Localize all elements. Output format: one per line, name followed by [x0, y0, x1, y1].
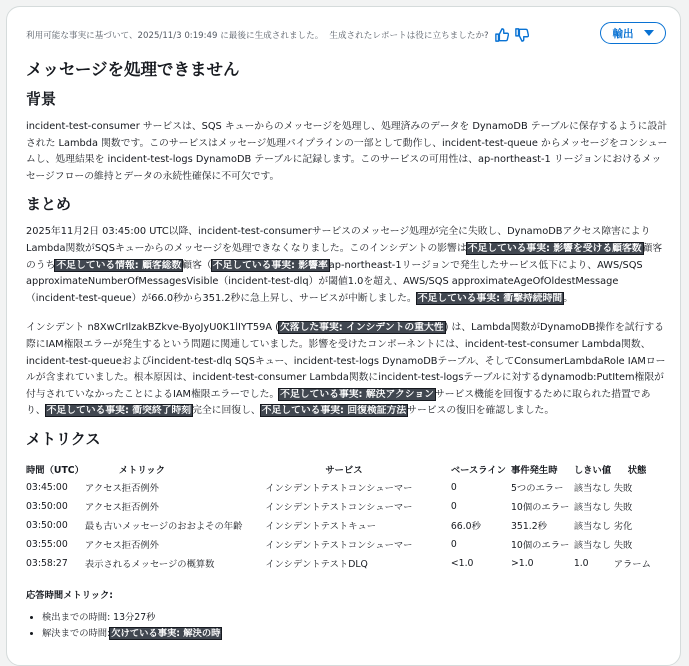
- table-cell: 10個のエラー: [511, 502, 570, 514]
- thumbs-up-icon[interactable]: [495, 28, 509, 42]
- table-cell: 該当なし: [573, 483, 612, 495]
- summary-text: サービスの復旧を確認しました。: [407, 405, 555, 417]
- table-cell: 0: [450, 481, 457, 493]
- export-label: 輸出: [612, 27, 634, 40]
- table-cell: 失敗: [613, 502, 633, 514]
- summary-text: 顧客のうち: [26, 242, 663, 271]
- summary-paragraph-1: [26, 224, 668, 307]
- table-row: [26, 478, 668, 497]
- table-cell: アクセス拒否例外: [84, 502, 159, 514]
- table-row: [26, 516, 668, 535]
- table-cell: 10個のエラー: [511, 540, 570, 552]
- missing-fact-tag: 不足している事実: 回復検証方法: [261, 405, 407, 417]
- summary-text: ) は、Lambda関数がDynamoDB操作を試行する際にIAM権限エラーが発生するという問題に関連していました。影響を受けたコンポーネントには、incident-test-consumer Lambda関数、incident-test-queueおよびincident-test-dlq SQSキュー、incident-test-logs DynamoDBテーブル、そしてConsumerLambdaRole IAMロールが含まれていました。根本原因は、incident-test-consumer Lambda関数にincident-test-logsテーブルに対するdynamodb:PutItem権限が付与されていなかったことによるIAM権限エラーでした。: [26, 322, 666, 400]
- column-header: ベースライン: [450, 464, 506, 476]
- table-cell: インシデントテストコンシューマー: [265, 483, 413, 495]
- table-cell: 表示されるメッセージの概算数: [84, 559, 215, 571]
- list-item: [42, 626, 668, 642]
- missing-fact-tag: 欠けている事実: 解決の時: [111, 627, 221, 639]
- table-row: [26, 535, 668, 554]
- background-heading: 背景: [26, 90, 57, 108]
- table-cell: 03:50:00: [26, 519, 68, 531]
- table-cell: 03:58:27: [26, 557, 68, 569]
- generation-info: [26, 25, 668, 45]
- table-cell: 1.0: [573, 557, 589, 569]
- summary-text: インシデント n8XwCrIlzakBZkve-ByoJyU0K1lIYT59A (: [26, 322, 279, 334]
- column-header: 時間（UTC）: [26, 464, 84, 476]
- column-header: しきい値: [573, 464, 612, 476]
- table-cell: 03:50:00: [26, 500, 68, 512]
- table-cell: 0: [450, 500, 457, 512]
- table-cell: 351.2秒: [511, 521, 547, 533]
- metrics-heading: メトリクス: [26, 429, 101, 448]
- report-title: メッセージを処理できません: [26, 60, 240, 79]
- report-panel: [6, 6, 681, 666]
- table-cell: インシデントテストキュー: [265, 521, 377, 533]
- table-cell: 該当なし: [573, 502, 612, 514]
- missing-fact-tag: 不足している事実: 衝撃持続時間: [417, 292, 563, 304]
- table-cell: <1.0: [450, 557, 474, 569]
- list-item: • 検出までの時間: 13分27秒: [42, 610, 668, 626]
- table-cell: アクセス拒否例外: [84, 483, 159, 495]
- column-header: メトリック: [118, 464, 165, 476]
- table-cell: 03:55:00: [26, 538, 68, 550]
- table-cell: 該当なし: [573, 540, 612, 552]
- missing-fact-tag: 不足している事実: 影響率: [212, 259, 328, 271]
- resolve-label: 解決までの時間:: [42, 627, 111, 639]
- table-cell: 最も古いメッセージのおおよその年齢: [84, 521, 243, 533]
- background-text: incident-test-consumer サービスは、SQS キューからのメッセージを処理し、処理済みのデータを DynamoDB テーブルに保存するように設計された Lambda 関数です。このサービスはメッセージ処理パイプラインの一部として動作し、incident-test-queue からメッセージをコンシュームし、処理結果を incident-test-logs DynamoDB テーブルに記録します。このサービスの可用性は、ap-northeast-1 リージョンにおけるメッセージフローの維持とデータの永続性確保に不可欠です。: [26, 121, 668, 182]
- table-row: [26, 554, 668, 573]
- feedback-question: 生成されたレポートは役に立ちましたか?: [329, 31, 489, 41]
- table-cell: 0: [450, 538, 457, 550]
- column-header: 事件発生時: [511, 464, 558, 476]
- missing-fact-tag: 不足している事実: 影響を受ける顧客数: [467, 242, 642, 254]
- table-cell: インシデントテストコンシューマー: [265, 540, 413, 552]
- summary-text: 完全に回復し、: [192, 405, 261, 417]
- report-content: [26, 25, 668, 642]
- table-cell: アラーム: [613, 559, 651, 571]
- missing-fact-tag: 不足している情報: 顧客総数: [56, 259, 182, 271]
- summary-paragraph-2: [26, 320, 668, 420]
- table-cell: 劣化: [613, 521, 633, 533]
- table-cell: 失敗: [613, 540, 633, 552]
- summary-heading: まとめ: [26, 195, 72, 214]
- summary-text: ap-northeast-1リージョンで発生したサービス低下により、AWS/SQS approximateNumberOfMessagesVisible（incident-test-dlq）が閾値1.0を超え、AWS/SQS approximateAgeOfOldestMessage（incident-test-queue）が66.0秒から351.2秒に急上昇し、サービスが中断しました。: [26, 259, 643, 304]
- summary-text: サービス機能を回復するために取られた措置であり、: [26, 388, 651, 417]
- table-cell: 失敗: [613, 483, 633, 495]
- table-cell: 66.0秒: [450, 521, 481, 533]
- column-header: サービス: [325, 464, 363, 476]
- column-header: 状態: [627, 464, 647, 476]
- summary-text: 顧客（: [182, 259, 212, 271]
- generated-timestamp-text: 利用可能な事実に基づいて、2025/11/3 0:19:49 に最後に生成されました。: [26, 31, 324, 41]
- table-cell: >1.0: [511, 557, 534, 569]
- table-cell: 該当なし: [573, 521, 612, 533]
- missing-fact-tag: 不足している事実: 衝突終了時刻: [46, 405, 192, 417]
- summary-text: 2025年11月2日 03:45:00 UTC以降、incident-test-consumerサービスのメッセージ処理が完全に失敗し、DynamoDBアクセス障害によりLambda関数がSQSキューからのメッセージを処理できなくなりました。このインシデントの影響は: [26, 226, 651, 254]
- missing-fact-tag: 欠落した事実: インシデントの重大性: [279, 322, 444, 334]
- summary-text: 。: [563, 292, 573, 304]
- table-row: [26, 497, 668, 516]
- response-time-list: [26, 610, 668, 642]
- table-cell: アクセス拒否例外: [84, 540, 159, 552]
- thumbs-down-icon[interactable]: [515, 28, 529, 42]
- table-cell: 5つのエラー: [511, 483, 564, 495]
- response-time-heading: 応答時間メトリック:: [26, 589, 114, 601]
- table-cell: インシデントテストコンシューマー: [265, 502, 413, 514]
- table-cell: インシデントテストDLQ: [265, 559, 368, 571]
- table-header-row: [26, 460, 668, 478]
- table-cell: 03:45:00: [26, 481, 68, 493]
- metrics-table: [26, 460, 668, 573]
- missing-fact-tag: 不足している事実: 解決アクション: [280, 388, 434, 400]
